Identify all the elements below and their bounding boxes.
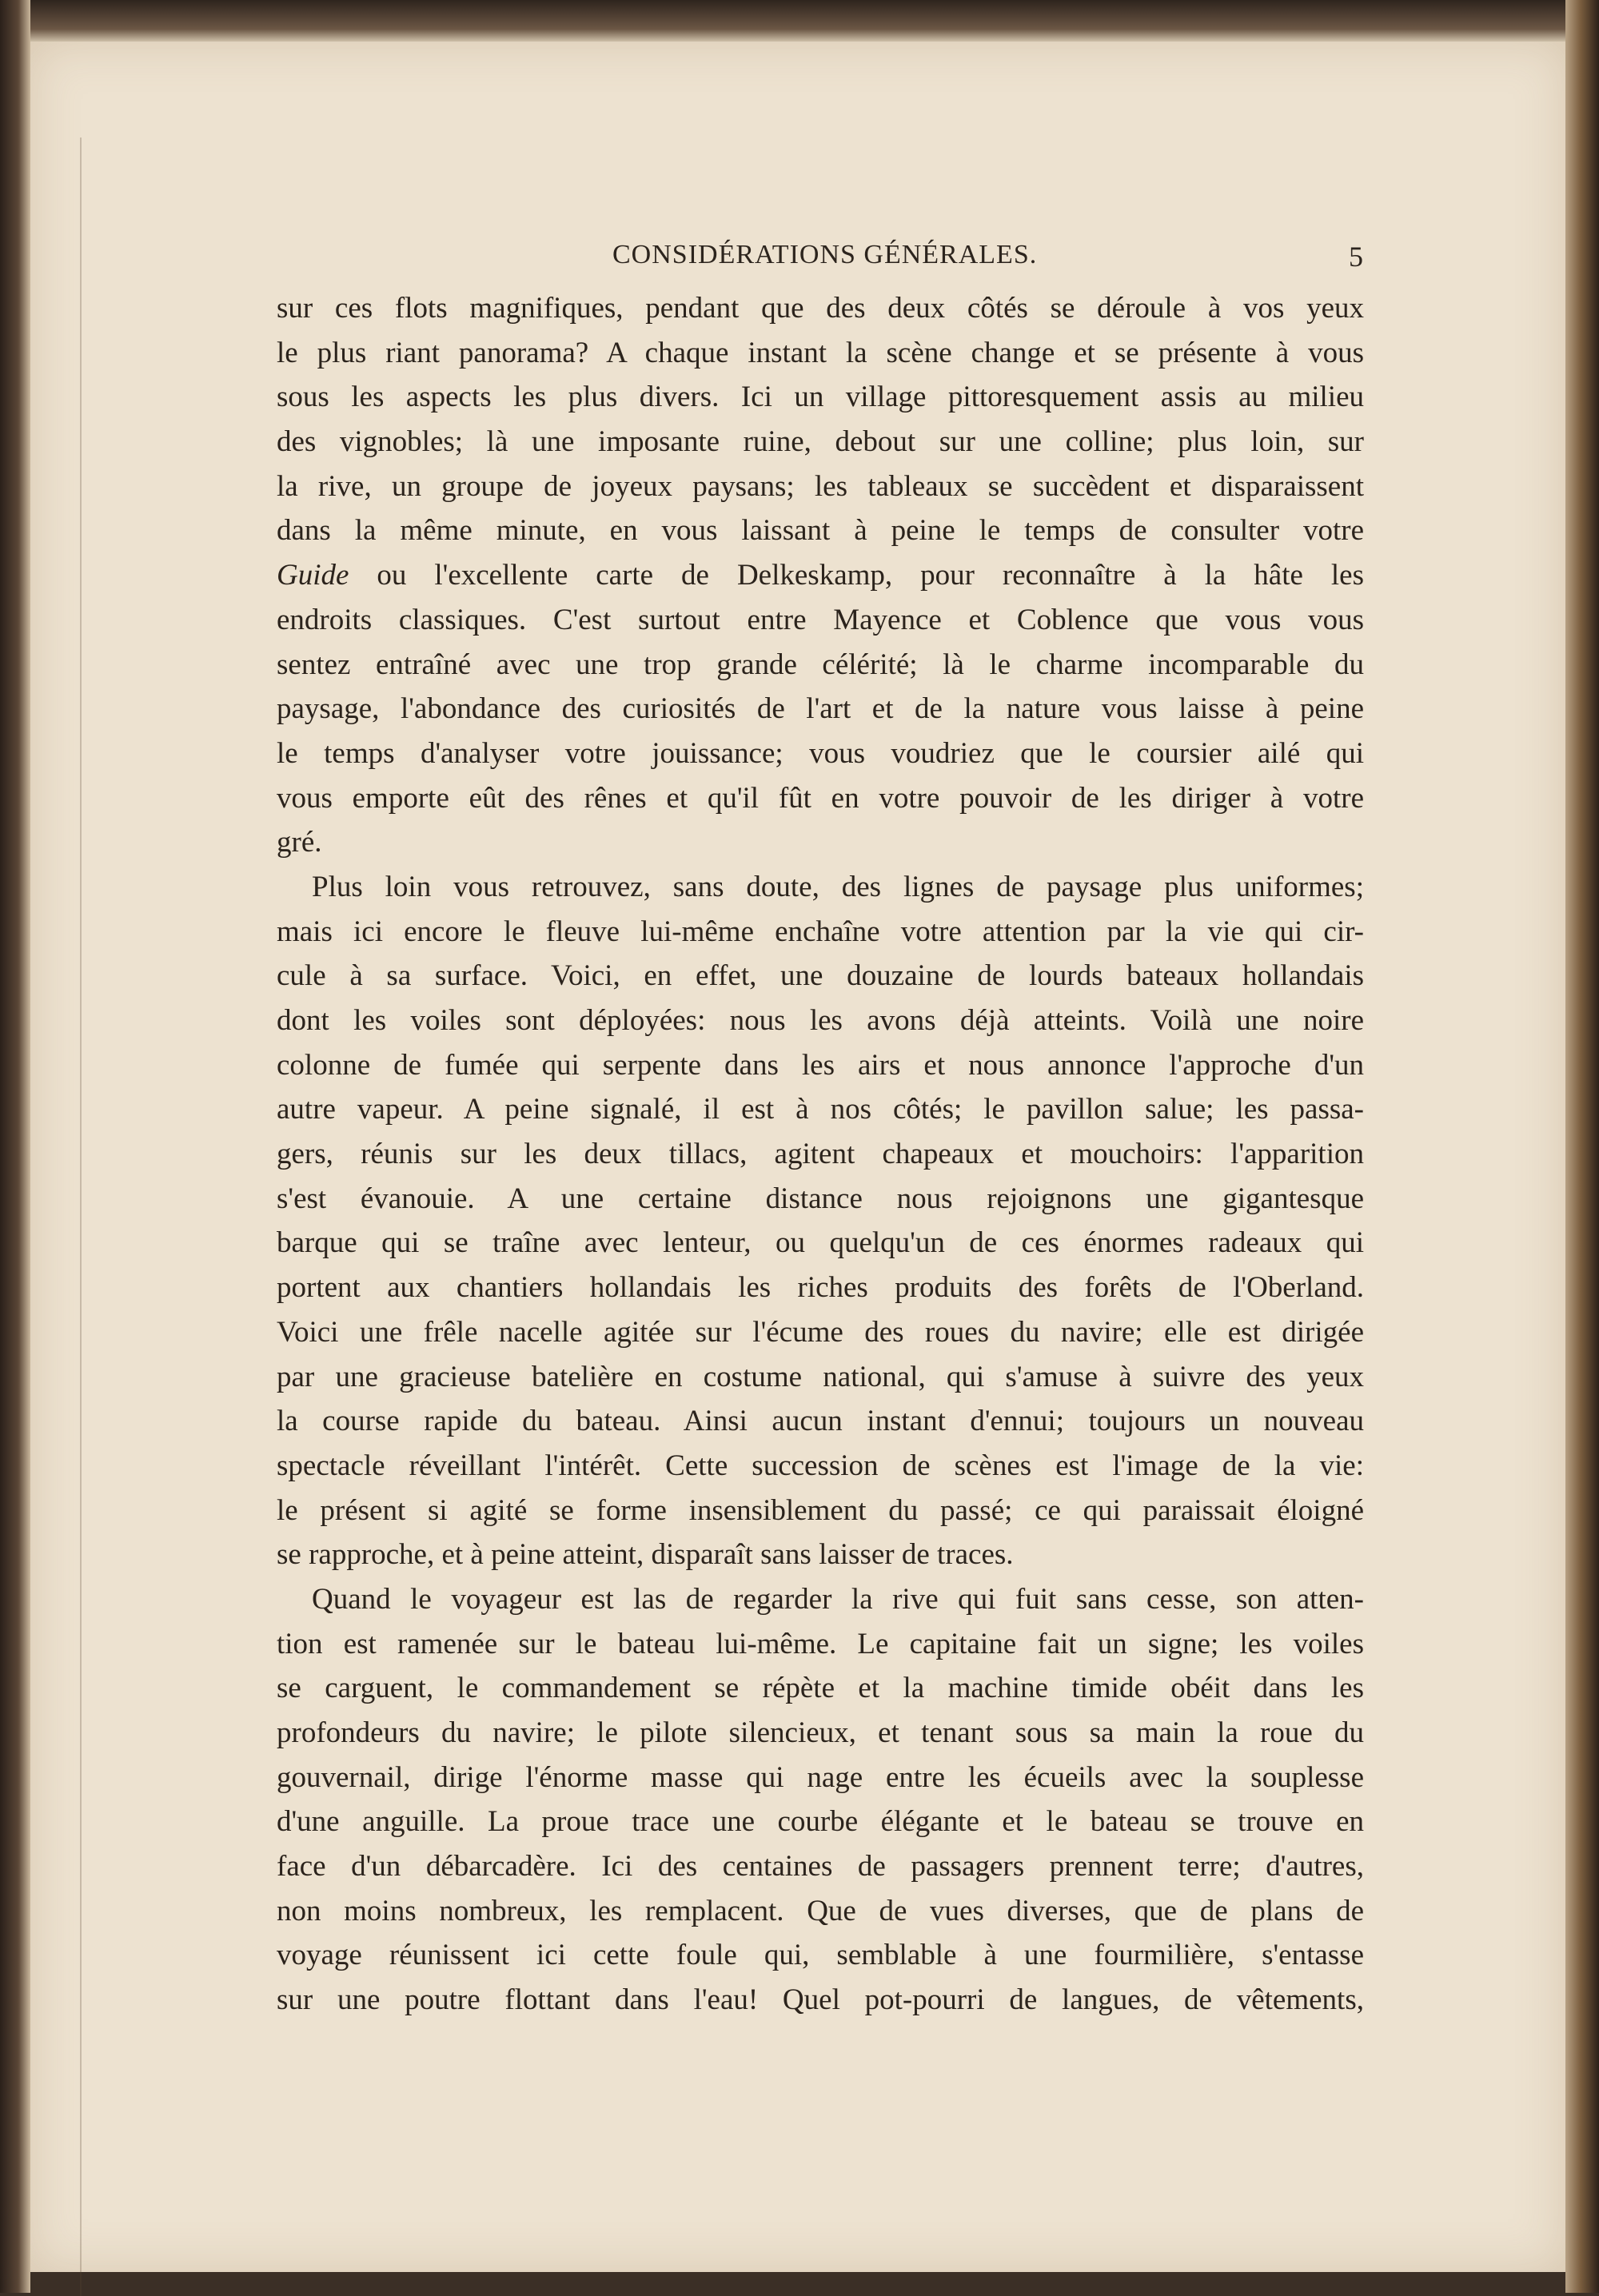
text-line — [277, 420, 1364, 464]
text-line — [277, 1889, 1364, 1934]
text-line — [277, 1266, 1364, 1310]
text-line — [277, 553, 1364, 598]
text-line — [277, 1622, 1364, 1667]
text-line-content: non moins nombreux, les remplacent. Que de vues diverses, que de plans de — [277, 1894, 1364, 1927]
text-line — [277, 1666, 1364, 1711]
text-line-content: se rapproche, et à peine atteint, disparaît sans laisser de traces. — [277, 1538, 1014, 1572]
text-line — [277, 508, 1364, 553]
book-fore-edge — [1565, 0, 1599, 2293]
running-head-title: CONSIDÉRATIONS GÉNÉRALES. — [612, 240, 1038, 269]
page-number: 5 — [1349, 241, 1364, 273]
text-line-content: spectacle réveillant l'intérêt. Cette succession de scènes est l'image de la vie: — [277, 1449, 1364, 1482]
text-line — [277, 687, 1364, 731]
text-line-content: paysage, l'abondance des curiosités de l'art et de la nature vous laisse à peine — [277, 692, 1364, 726]
text-line — [277, 331, 1364, 376]
text-line-content: le plus riant panorama? A chaque instant la scène change et se présente à vous — [277, 336, 1364, 369]
text-line-content: s'est évanouie. A une certaine distance nous rejoignons une gigantesque — [277, 1182, 1364, 1215]
text-line — [277, 1177, 1364, 1222]
text-line — [277, 1221, 1364, 1266]
text-line — [277, 820, 1364, 865]
text-line-content: par une gracieuse batelière en costume national, qui s'amuse à suivre des yeux — [277, 1360, 1364, 1393]
text-line-content: face d'un débarcadère. Ici des centaines de passagers prennent terre; d'autres, — [277, 1850, 1364, 1883]
text-line — [277, 643, 1364, 688]
text-line-content: le temps d'analyser votre jouissance; vous voudriez que le coursier ailé qui — [277, 736, 1364, 770]
text-line-content: vous emporte eût des rênes et qu'il fût en votre pouvoir de les diriger à votre — [277, 781, 1364, 815]
text-line — [277, 954, 1364, 999]
text-line — [277, 1310, 1364, 1355]
margin-shadow — [80, 138, 82, 2296]
text-line — [277, 1444, 1364, 1489]
text-line-content: barque qui se traîne avec lenteur, ou quelqu'un de ces énormes radeaux qui — [277, 1226, 1364, 1260]
text-line — [277, 464, 1364, 509]
text-line-content: mais ici encore le fleuve lui-même enchaîne votre attention par la vie qui cir- — [277, 915, 1364, 948]
text-line-content: sentez entraîné avec une trop grande célérité; là le charme incomparable du — [277, 648, 1364, 681]
text-line — [277, 1933, 1364, 1978]
text-line-content: sur ces flots magnifiques, pendant que des deux côtés se déroule à vos yeux — [277, 292, 1364, 325]
text-line-content: Quand le voyageur est las de regarder la rive qui fuit sans cesse, son atten- — [312, 1582, 1364, 1616]
text-line — [277, 1489, 1364, 1533]
text-line — [277, 1043, 1364, 1088]
text-line — [277, 1399, 1364, 1444]
text-line-content: profondeurs du navire; le pilote silencieux, et tenant sous sa main la roue du — [277, 1716, 1364, 1749]
text-line — [277, 375, 1364, 420]
text-line — [277, 1533, 1364, 1577]
text-line — [277, 286, 1364, 331]
text-line-content: sous les aspects les plus divers. Ici un village pittoresquement assis au milieu — [277, 381, 1364, 414]
text-line — [277, 776, 1364, 821]
italic-title: Guide — [277, 559, 349, 592]
text-line-content: portent aux chantiers hollandais les riches produits des forêts de l'Oberland. — [277, 1271, 1364, 1305]
text-line-content: se carguent, le commandement se répète et la machine timide obéit dans les — [277, 1672, 1364, 1705]
text-line-content: Voici une frêle nacelle agitée sur l'écume des roues du navire; elle est dirigée — [277, 1315, 1364, 1349]
text-line — [277, 1800, 1364, 1844]
text-line-content: tion est ramenée sur le bateau lui-même. Le capitaine fait un signe; les voiles — [277, 1627, 1364, 1660]
text-line — [277, 598, 1364, 643]
text-line-content: endroits classiques. C'est surtout entre Mayence et Coblence que vous vous — [277, 603, 1364, 636]
book-spine — [0, 0, 30, 2293]
text-line-content: dans la même minute, en vous laissant à peine le temps de consulter votre — [277, 514, 1364, 548]
text-line-content: gers, réunis sur les deux tillacs, agitent chapeaux et mouchoirs: l'apparition — [277, 1138, 1364, 1171]
text-line-content: autre vapeur. A peine signalé, il est à nos côtés; le pavillon salue; les passa- — [277, 1093, 1364, 1126]
text-line-continuation: ou l'excellente carte de Delkeskamp, pour reconnaître à la hâte les — [349, 559, 1364, 592]
text-line-content: Plus loin vous retrouvez, sans doute, des lignes de paysage plus uniformes; — [312, 870, 1364, 903]
text-line-content: cule à sa surface. Voici, en effet, une douzaine de lourds bateaux hollandais — [277, 959, 1364, 993]
text-line — [277, 1355, 1364, 1400]
text-line — [277, 1978, 1364, 2023]
text-line-content: le présent si agité se forme insensiblement du passé; ce qui paraissait éloigné — [277, 1493, 1364, 1527]
text-line-content: sur une poutre flottant dans l'eau! Quel pot-pourri de langues, de vêtements, — [277, 1983, 1364, 2017]
body-text — [277, 286, 1364, 2023]
text-line-content: voyage réunissent ici cette foule qui, semblable à une fourmilière, s'entasse — [277, 1939, 1364, 1972]
text-line-content: la rive, un groupe de joyeux paysans; les tableaux se succèdent et disparaissent — [277, 469, 1364, 503]
text-line — [277, 1711, 1364, 1756]
text-line-content: la course rapide du bateau. Ainsi aucun instant d'ennui; toujours un nouveau — [277, 1405, 1364, 1438]
text-line-content: colonne de fumée qui serpente dans les airs et nous annonce l'approche d'un — [277, 1048, 1364, 1082]
running-head — [277, 240, 1364, 275]
text-line — [277, 999, 1364, 1043]
text-line-content: dont les voiles sont déployées: nous les avons déjà atteints. Voilà une noire — [277, 1004, 1364, 1037]
text-line — [277, 1132, 1364, 1177]
text-line — [277, 1087, 1364, 1132]
text-line-content: gré. — [277, 826, 322, 859]
text-line — [277, 1577, 1364, 1622]
book-top-edge — [0, 0, 1599, 42]
text-line — [277, 731, 1364, 776]
text-line-content: des vignobles; là une imposante ruine, debout sur une colline; plus loin, sur — [277, 425, 1364, 459]
text-line — [277, 1844, 1364, 1889]
text-line — [277, 865, 1364, 910]
text-line — [277, 910, 1364, 955]
text-line-content: d'une anguille. La proue trace une courbe élégante et le bateau se trouve en — [277, 1805, 1364, 1839]
text-line — [277, 1756, 1364, 1800]
text-line-content: gouvernail, dirige l'énorme masse qui nage entre les écueils avec la souplesse — [277, 1760, 1364, 1794]
